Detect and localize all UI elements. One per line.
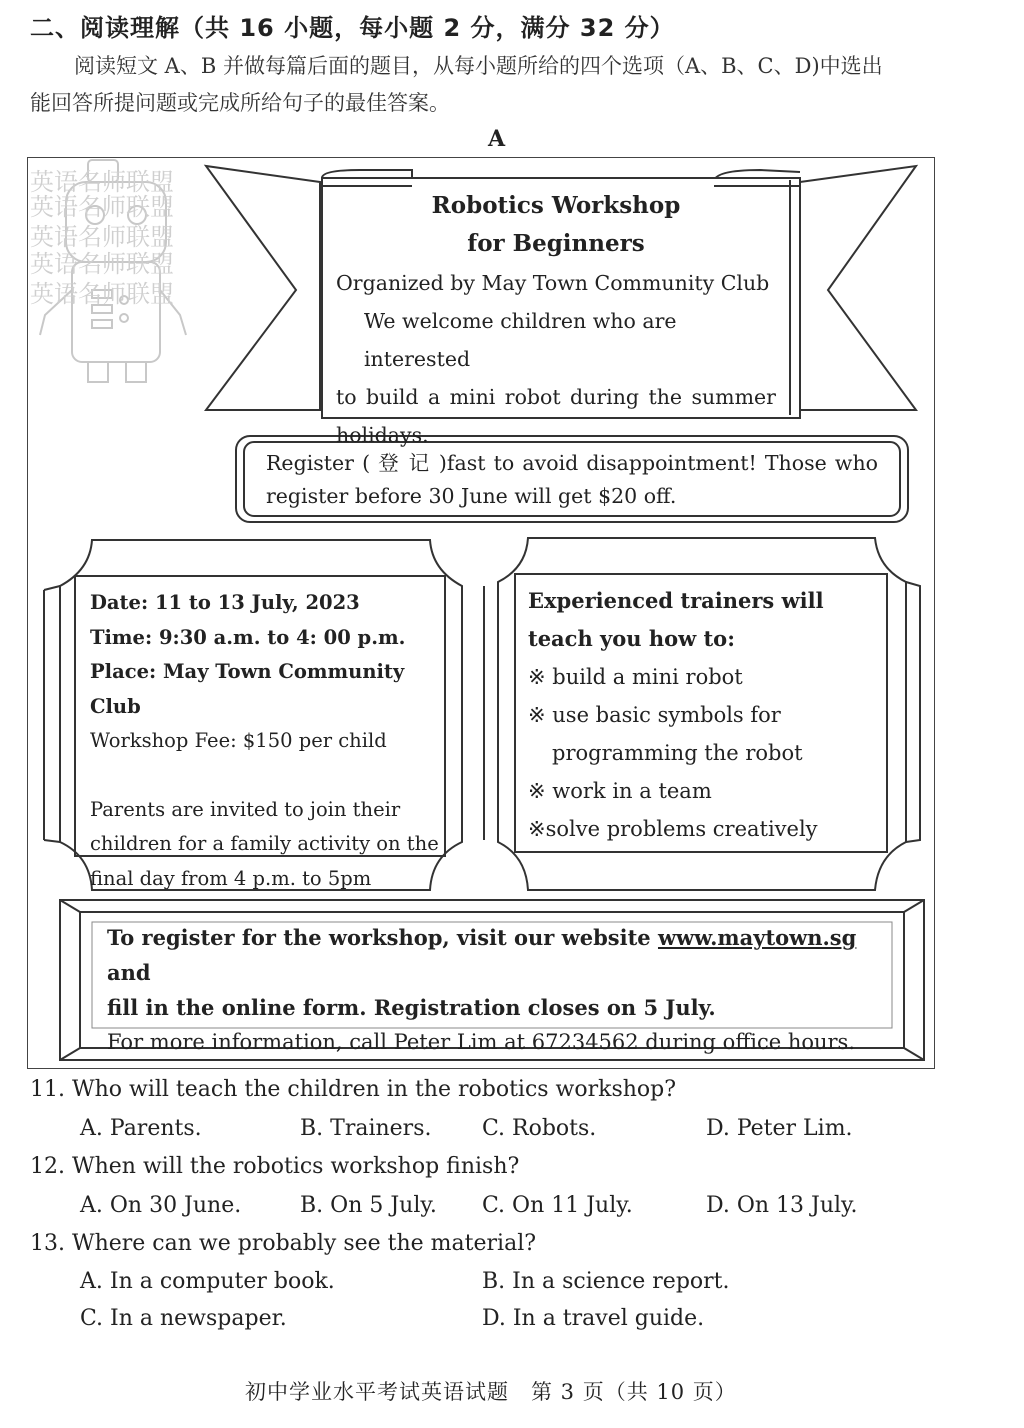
event-date: Date: 11 to 13 July, 2023 xyxy=(90,591,360,614)
q11-option-d: D. Peter Lim. xyxy=(706,1116,853,1141)
q11-option-b: B. Trainers. xyxy=(300,1116,432,1141)
trainers-card xyxy=(528,582,878,848)
details-card xyxy=(90,586,440,896)
svg-text:英语名师联盟: 英语名师联盟 xyxy=(30,223,174,251)
welcome-line-2: to build a mini robot during the summer xyxy=(336,385,776,409)
event-place: Place: May Town Community Club xyxy=(90,660,405,718)
registration-line-2: fill in the online form. Registration closes on 5 July. xyxy=(107,995,716,1020)
section-title: 二、阅读理解（共 16 小题，每小题 2 分，满分 32 分） xyxy=(30,14,675,42)
register-note-line-1: Register ( 登 记 )fast to avoid disappointment! Those who xyxy=(266,451,878,475)
welcome-line-1: We welcome children who are interested xyxy=(364,309,677,371)
q13-option-a: A. In a computer book. xyxy=(80,1269,335,1294)
q11-option-c: C. Robots. xyxy=(482,1116,597,1141)
trainer-item-3: ※ work in a team xyxy=(528,779,712,803)
register-note xyxy=(266,447,878,513)
register-note-line-2: register before 30 June will get $20 off. xyxy=(266,484,677,508)
registration-line-3: For more information, call Peter Lim at 67234562 during office hours. xyxy=(107,1030,856,1054)
trainer-item-2b: programming the robot xyxy=(552,741,803,765)
passage-label: A xyxy=(488,126,506,152)
instruction-line-2: 能回答所提问题或完成所给句子的最佳答案。 xyxy=(30,91,450,115)
welcome-line-3: holidays. xyxy=(336,423,429,447)
question-13: 13. Where can we probably see the material? xyxy=(30,1231,537,1256)
q13-option-c: C. In a newspaper. xyxy=(80,1306,287,1331)
q11-option-a: A. Parents. xyxy=(80,1116,202,1141)
trainers-heading-2: teach you how to: xyxy=(528,626,735,651)
workshop-title-line-1: Robotics Workshop xyxy=(431,192,681,219)
trainer-item-4: ※solve problems creatively xyxy=(528,817,818,841)
trainers-heading-1: Experienced trainers will xyxy=(528,588,824,613)
q13-option-d: D. In a travel guide. xyxy=(482,1306,705,1331)
parents-line-2: children for a family activity on the xyxy=(90,832,439,855)
workshop-fee: Workshop Fee: $150 per child xyxy=(90,729,387,752)
website-link[interactable]: www.maytown.sg xyxy=(657,925,857,950)
svg-text:英语名师联盟: 英语名师联盟 xyxy=(30,193,174,221)
event-time: Time: 9:30 a.m. to 4: 00 p.m. xyxy=(90,625,406,649)
registration-info xyxy=(107,920,887,1060)
workshop-title-line-2: for Beginners xyxy=(467,230,645,257)
trainer-item-1: ※ build a mini robot xyxy=(528,665,743,689)
organizer-text: Organized by May Town Community Club xyxy=(336,271,770,295)
svg-text:英语名师联盟: 英语名师联盟 xyxy=(30,168,174,196)
question-12: 12. When will the robotics workshop finish? xyxy=(30,1154,520,1179)
svg-text:英语名师联盟: 英语名师联盟 xyxy=(30,250,174,278)
parents-line-1: Parents are invited to join their xyxy=(90,797,401,821)
watermark-text xyxy=(30,168,174,308)
q13-option-b: B. In a science report. xyxy=(482,1269,730,1294)
parents-line-3: final day from 4 p.m. to 5pm xyxy=(90,866,372,890)
banner-body xyxy=(336,264,776,454)
instruction-line-1: 阅读短文 A、B 并做每篇后面的题目，从每小题所给的四个选项（A、B、C、D)中选出 xyxy=(74,54,883,78)
q12-option-d: D. On 13 July. xyxy=(706,1193,858,1218)
svg-text:英语名师联盟: 英语名师联盟 xyxy=(30,280,174,308)
registration-line-1: To register for the workshop, visit our website www.maytown.sg and xyxy=(107,925,857,985)
trainer-item-2a: ※ use basic symbols for xyxy=(528,703,781,727)
question-11: 11. Who will teach the children in the robotics workshop? xyxy=(30,1077,677,1102)
page-footer: 初中学业水平考试英语试题 第 3 页（共 10 页） xyxy=(245,1380,737,1404)
q12-option-b: B. On 5 July. xyxy=(300,1193,437,1218)
q12-option-c: C. On 11 July. xyxy=(482,1193,633,1218)
q12-option-a: A. On 30 June. xyxy=(80,1193,242,1218)
